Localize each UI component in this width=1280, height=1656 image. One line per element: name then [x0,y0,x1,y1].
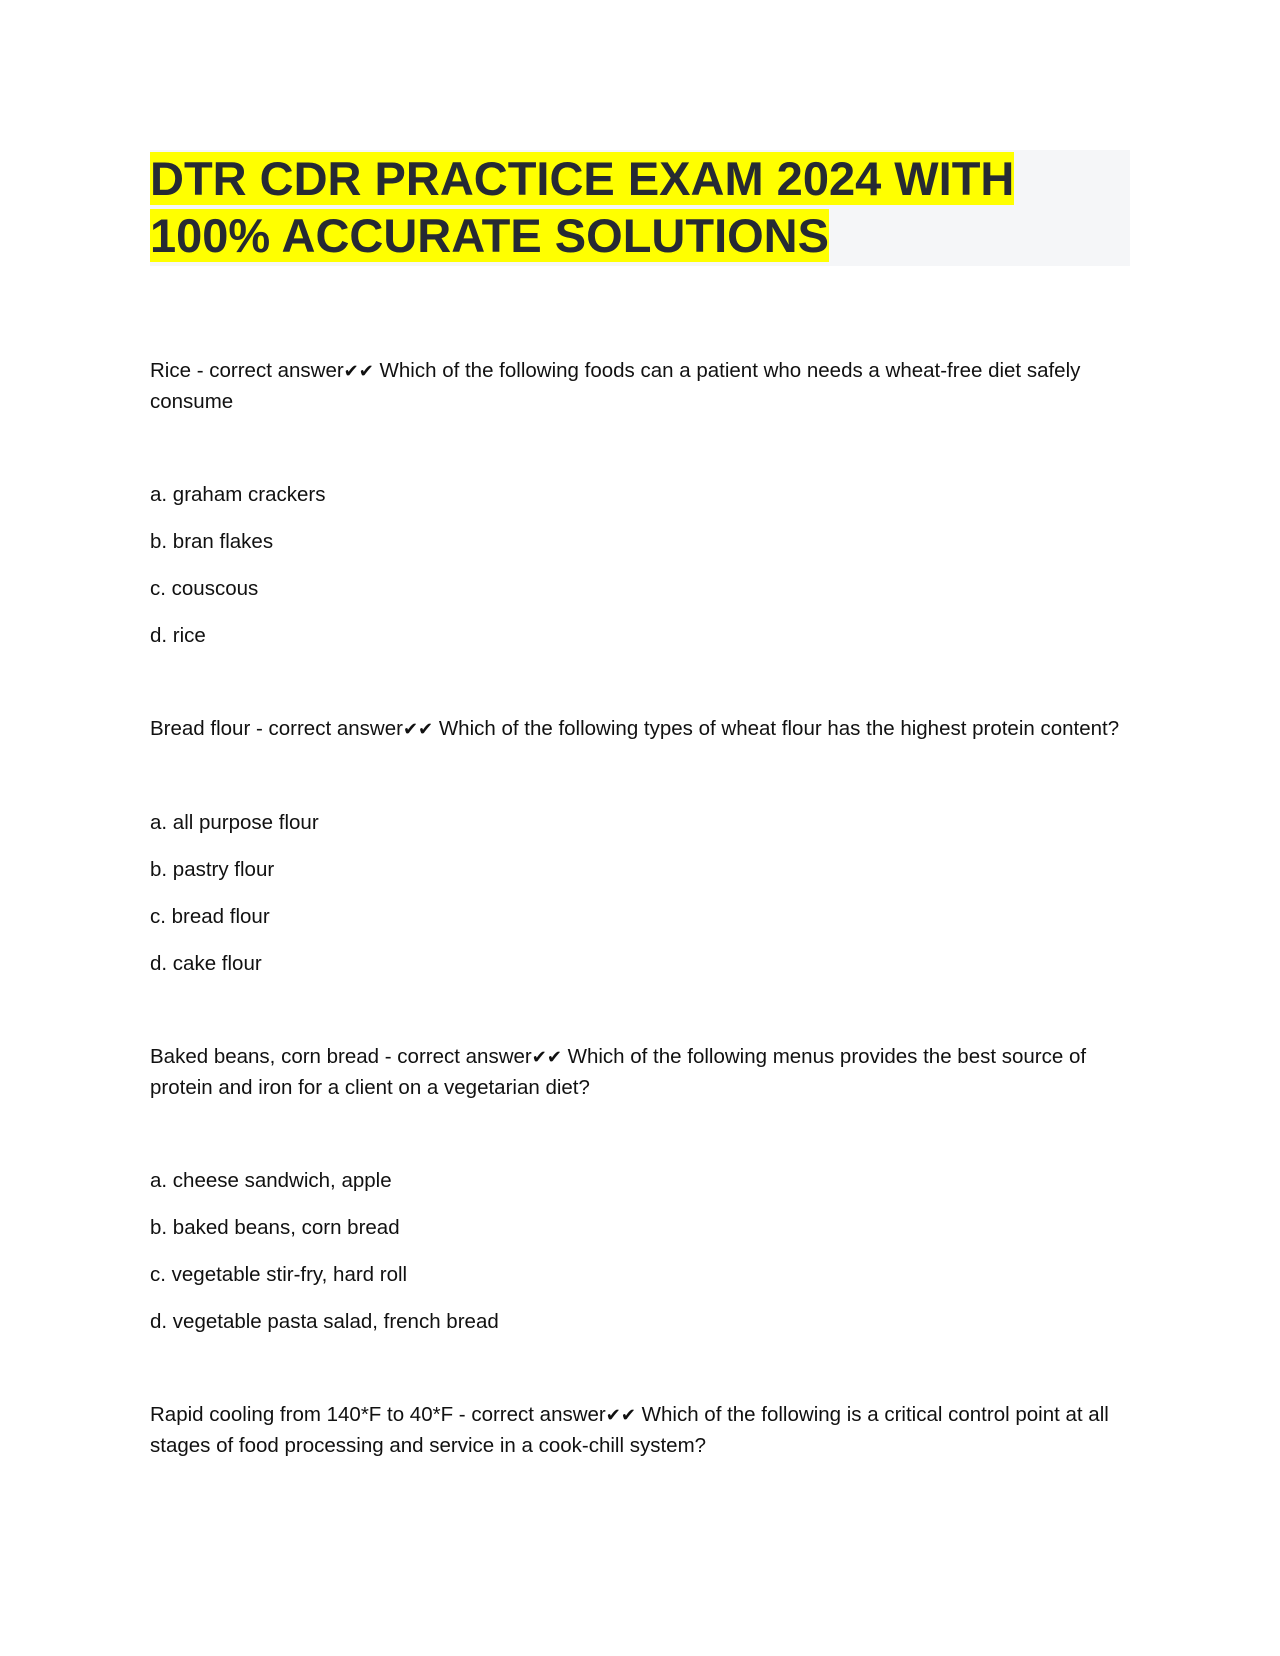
questions-list [150,356,1140,1524]
option-item: b. bran flakes [150,530,274,553]
option-item: c. couscous [150,577,259,600]
answer-marker: correct answer [209,359,344,382]
checkmark-icon: ✔✔ [402,719,434,740]
question-1: Rice - correct answer✔✔ Which of the following foods can a patient who needs a wheat-free diet safely consume [150,359,1081,413]
question-4: Rapid cooling from 140*F to 40*F - correct answer✔✔ Which of the following is a critical control point at all stages of food processing and service in a cook-chill system? [150,1403,1109,1457]
title-highlight: DTR CDR PRACTICE EXAM 2024 WITH 100% ACCURATE SOLUTIONS [150,152,1015,262]
option-item: c. bread flour [150,905,270,928]
answer-marker: correct answer [268,717,403,740]
option-item: a. graham crackers [150,483,326,506]
option-item: d. cake flour [150,952,262,975]
options-list-1 [150,480,1140,651]
options-list-2 [150,808,1140,979]
answer-text: Rice [150,359,192,382]
question-prompt: Which of the following types of wheat flour has the highest protein content? [438,717,1120,740]
option-item: b. pastry flour [150,858,275,881]
answer-marker: correct answer [397,1045,532,1068]
answer-text: Bread flour [150,717,251,740]
answer-marker: correct answer [471,1403,606,1426]
question-2: Bread flour - correct answer✔✔ Which of the following types of wheat flour has the highest protein content? [150,717,1120,740]
question-3: Baked beans, corn bread - correct answer✔✔ Which of the following menus provides the best source of protein and iron for a client on a vegetarian diet? [150,1045,1087,1099]
option-item: a. cheese sandwich, apple [150,1169,392,1192]
question-prompt: Which of the following foods can a patient who needs a wheat-free diet safely consume [150,359,1081,413]
answer-text: Rapid cooling from 140*F to 40*F [150,1403,454,1426]
title-block [150,150,1130,266]
option-item: d. rice [150,624,206,647]
option-item: a. all purpose flour [150,811,319,834]
option-item: b. baked beans, corn bread [150,1216,400,1239]
option-item: c. vegetable stir-fry, hard roll [150,1263,408,1286]
checkmark-icon: ✔✔ [605,1405,636,1426]
question-prompt: Which of the following menus provides the best source of protein and iron for a client on a vegetarian diet? [150,1045,1087,1099]
answer-text: Baked beans, corn bread [150,1045,380,1068]
document-title [150,150,1130,264]
option-item: d. vegetable pasta salad, french bread [150,1310,499,1333]
checkmark-icon: ✔✔ [531,1047,562,1068]
options-list-3 [150,1166,1140,1337]
checkmark-icon: ✔✔ [343,361,374,382]
question-prompt: Which of the following is a critical control point at all stages of food processing and service in a cook-chill system? [150,1403,1109,1457]
